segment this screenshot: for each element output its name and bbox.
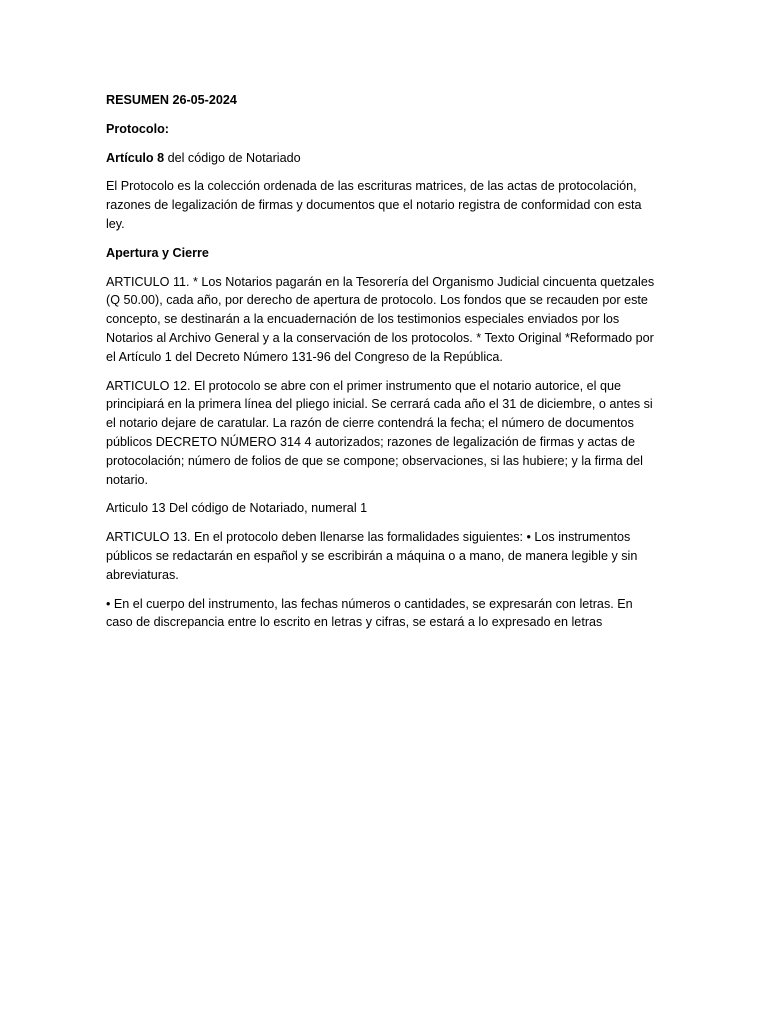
articulo-13-paragraph: ARTICULO 13. En el protocolo deben llenarse las formalidades siguientes: • Los instrumentos públicos se redactarán en español y se escribirán a máquina o a mano, de manera legible y sin abreviaturas.: [106, 530, 638, 582]
bullet-cuerpo-instrumento: • En el cuerpo del instrumento, las fechas números o cantidades, se expresarán con letras. En caso de discrepancia entre lo escrito en letras y cifras, se estará a lo expresado en letras: [106, 596, 633, 630]
document-heading: RESUMEN 26-05-2024: [106, 93, 237, 107]
articulo-8-label: Artículo 8: [106, 150, 165, 165]
articulo-8-reference: [106, 149, 658, 168]
section-title-protocolo: Protocolo:: [106, 121, 169, 136]
articulo-8-text: del código de Notariado: [164, 150, 301, 165]
articulo-11-paragraph: ARTICULO 11. * Los Notarios pagarán en la Tesorería del Organismo Judicial cincuenta quetzales (Q 50.00), cada año, por derecho de apertura de protocolo. Los fondos que se recauden por este concepto, se destinarán a la encuadernación de los testimonios especiales enviados por los Notarios al Archivo General y a la conservación de los protocolos. * Texto Original *Reformado por el Artículo 1 del Decreto Número 131-96 del Congreso de la República.: [106, 274, 655, 364]
articulo-12-paragraph: ARTICULO 12. El protocolo se abre con el primer instrumento que el notario autorice, el que principiará en la primera línea del pliego inicial. Se cerrará cada año el 31 de diciembre, o antes si el notario dejare de caratular. La razón de cierre contendrá la fecha; el número de documentos públicos DECRETO NÚMERO 314 4 autorizados; razones de legalización de firmas y actas de protocolación; número de folios de que se compone; observaciones, si las hubiere; y la firma del notario.: [106, 378, 653, 487]
articulo-13-reference: Articulo 13 Del código de Notariado, numeral 1: [106, 501, 368, 516]
document-page: [106, 91, 658, 642]
protocolo-definition: El Protocolo es la colección ordenada de las escrituras matrices, de las actas de protocolación, razones de legalización de firmas y documentos que el notario registra de conformidad con esta ley.: [106, 179, 642, 231]
section-title-apertura-cierre: Apertura y Cierre: [106, 245, 209, 260]
